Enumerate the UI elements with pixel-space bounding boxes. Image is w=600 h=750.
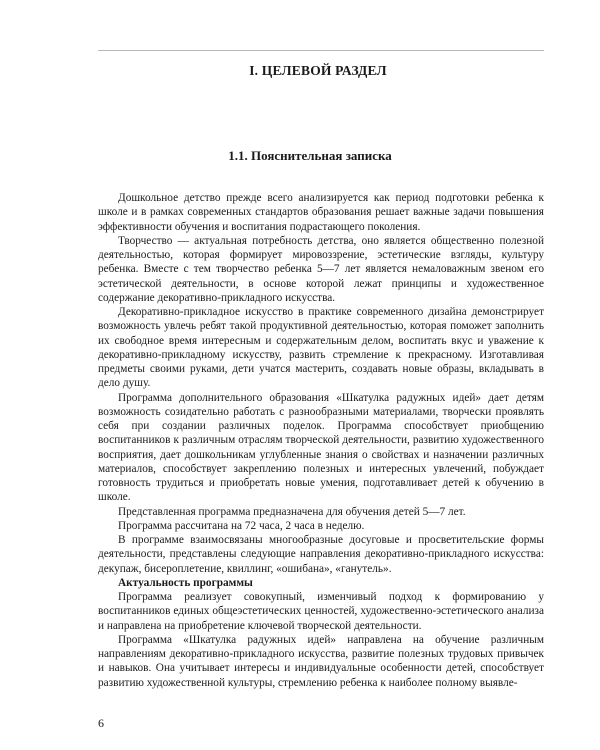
- paragraph: Программа рассчитана на 72 часа, 2 часа в неделю.: [118, 519, 365, 532]
- header-rule: [98, 50, 544, 51]
- paragraph: Программа реализует совокупный, изменчивый подход к формированию у воспитанников единых общеэстетических ценностей, художественно-эстетического анализа и направлена на приобретение ключевой творческой деятельности.: [98, 591, 544, 632]
- paragraph: Дошкольное детство прежде всего анализируется как период подготовки ребенка к школе и в рамках современных стандартов образования решает важные задачи повышения эффективности обучения и воспитания подрастающего поколения.: [98, 192, 544, 233]
- paragraph: Творчество — актуальная потребность детства, оно является общественно полезной деятельностью, которая формирует мировоззрение, эстетические взгляды, культуру ребенка. Вместе с тем творчество ребенка 5—7 лет является немаловажным звеном его эстетической деятельности, в основе которой лежат принципы и художественное содержание декоративно-прикладного искусства.: [98, 234, 544, 304]
- paragraph: Декоративно-прикладное искусство в практике современного дизайна демонстрирует возможность увлечь ребят такой продуктивной деятельностью, которая поможет заполнить их свободное время интересным и содержательным делом, воспитать вкус и уважение к декоративно-прикладному искусству, развить стремление к прекрасному. Изготавливая предметы своими руками, дети учатся мастерить, создавать новые образы, вкладывать в дело душу.: [98, 306, 544, 390]
- page-number: 6: [98, 716, 104, 730]
- relevance-heading: Актуальность программы: [118, 576, 253, 589]
- section-title: I. ЦЕЛЕВОЙ РАЗДЕЛ: [249, 63, 387, 78]
- paragraph: Представленная программа предназначена для обучения детей 5—7 лет.: [118, 505, 466, 518]
- paragraph: Программа «Шкатулка радужных идей» направлена на обучение различным направлениям декоративно-прикладного искусства, развитие полезных трудовых привычек и навыков. Она учитывает интересы и индивидуальные особенности детей, способствует развитию художественной культуры, стремлению ребенка к наиболее полному выявле-: [98, 633, 544, 689]
- paragraph: Программа дополнительного образования «Шкатулка радужных идей» дает детям возможность созидательно работать с разнообразными материалами, творчески проявлять себя при создании различных поделок. Программа способствует приобщению воспитанников к различным отраслям творческой деятельности, развитию художественного восприятия, дает дошкольникам углубленные знания о свойствах и назначении различных материалов, способствует закреплению полезных и интересных увлечений, побуждает готовность трудиться и приобретать новые умения, подготавливает детей к обучению в школе.: [98, 391, 544, 504]
- body-text: [98, 191, 544, 690]
- paragraph: В программе взаимосвязаны многообразные досуговые и просветительские формы деятельности, представлены следующие направления декоративно-прикладного искусства: декупаж, бисероплетение, квиллинг, «ошибана», «ганутель».: [98, 534, 544, 575]
- subsection-title: 1.1. Пояснительная записка: [228, 148, 392, 163]
